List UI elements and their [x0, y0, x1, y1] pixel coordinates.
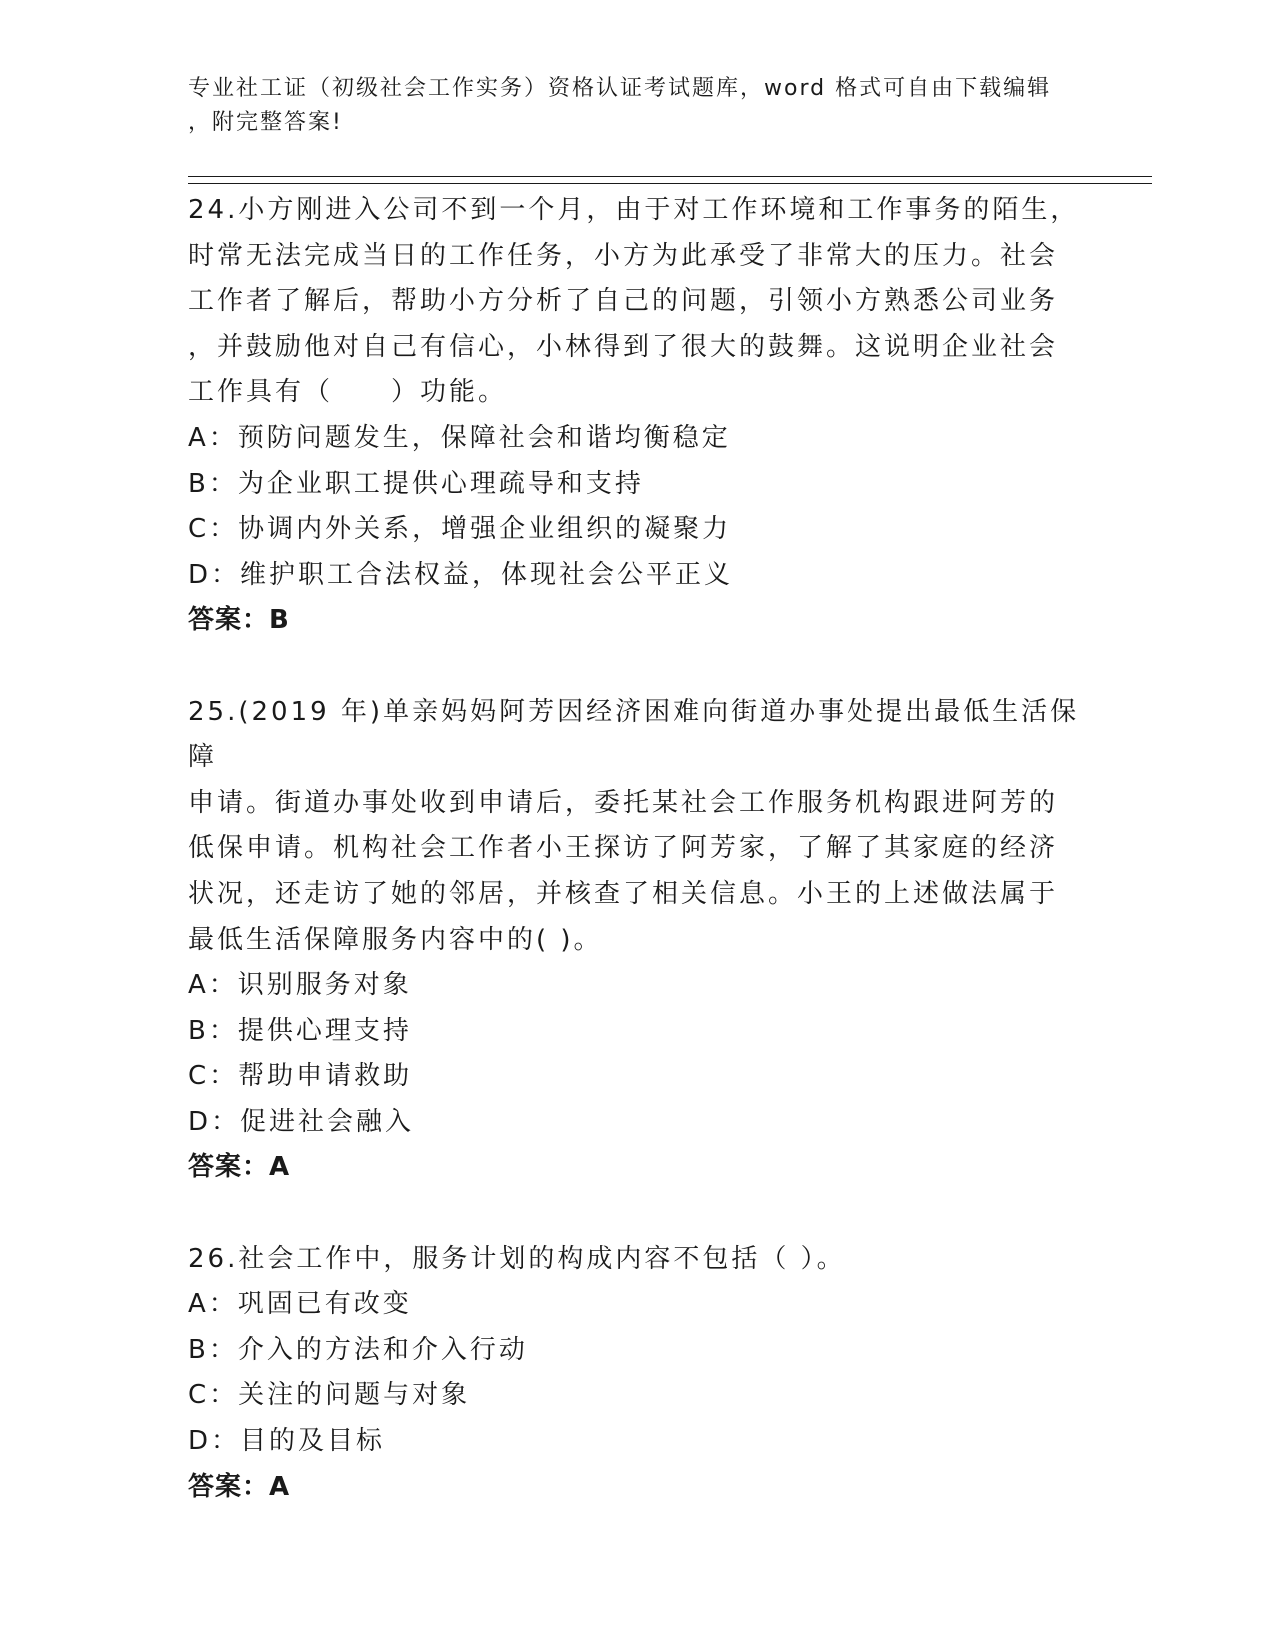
option-b: B：为企业职工提供心理疏导和支持	[188, 468, 644, 499]
option-a: A：巩固已有改变	[188, 1289, 412, 1320]
option-d: D：维护职工合法权益，体现社会公平正义	[188, 559, 734, 590]
option-d: D：目的及目标	[188, 1426, 386, 1457]
answer-label: 答案：A	[188, 1152, 291, 1183]
option-b: B：提供心理支持	[188, 1015, 412, 1046]
question-stem-line: 申请。街道办事处收到申请后，委托某社会工作服务机构跟进阿芳的	[188, 787, 1059, 818]
header-line-2: ，附完整答案!	[188, 110, 343, 135]
question-stem-line: 24.小方刚进入公司不到一个月，由于对工作环境和工作事务的陌生，	[188, 195, 1080, 225]
question-spacer	[188, 1191, 1088, 1237]
option-c: C：协调内外关系，增强企业组织的凝聚力	[188, 514, 732, 545]
question-stem-line: 工作具有（ ）功能。	[188, 377, 508, 408]
question-stem-line: 25.(2019 年)单亲妈妈阿芳因经济困难向街道办事处提出最低生活保障	[188, 696, 1080, 773]
question-stem-line: 26.社会工作中，服务计划的构成内容不包括（ ）。	[188, 1243, 846, 1274]
option-b: B：介入的方法和介入行动	[188, 1334, 528, 1365]
question-stem-line: 工作者了解后，帮助小方分析了自己的问题，引领小方熟悉公司业务	[188, 286, 1059, 317]
question-stem-line: 低保申请。机构社会工作者小王探访了阿芳家，了解了其家庭的经济	[188, 833, 1059, 864]
option-a: A：识别服务对象	[188, 970, 412, 1001]
option-c: C：帮助申请救助	[188, 1061, 413, 1092]
question-spacer	[188, 644, 1088, 690]
option-c: C：关注的问题与对象	[188, 1380, 471, 1411]
question-26	[188, 1237, 1088, 1511]
header-line-1: 专业社工证（初级社会工作实务）资格认证考试题库，word 格式可自由下载编辑	[188, 76, 1052, 101]
question-stem-line: ，并鼓励他对自己有信心，小林得到了很大的鼓舞。这说明企业社会	[188, 331, 1059, 362]
header-rule-top	[188, 176, 1152, 177]
question-24	[188, 188, 1088, 644]
question-stem-line: 时常无法完成当日的工作任务，小方为此承受了非常大的压力。社会	[188, 240, 1059, 271]
question-stem-line: 状况，还走访了她的邻居，并核查了相关信息。小王的上述做法属于	[188, 878, 1059, 909]
answer-label: 答案：A	[188, 1471, 291, 1502]
question-stem-line: 最低生活保障服务内容中的( )。	[188, 924, 603, 955]
option-a: A：预防问题发生，保障社会和谐均衡稳定	[188, 422, 731, 453]
header-rule-bottom	[188, 183, 1152, 184]
answer-label: 答案：B	[188, 605, 290, 636]
page-header	[188, 72, 1068, 140]
question-list	[188, 188, 1088, 1510]
option-d: D：促进社会融入	[188, 1106, 415, 1137]
question-25	[188, 690, 1088, 1192]
